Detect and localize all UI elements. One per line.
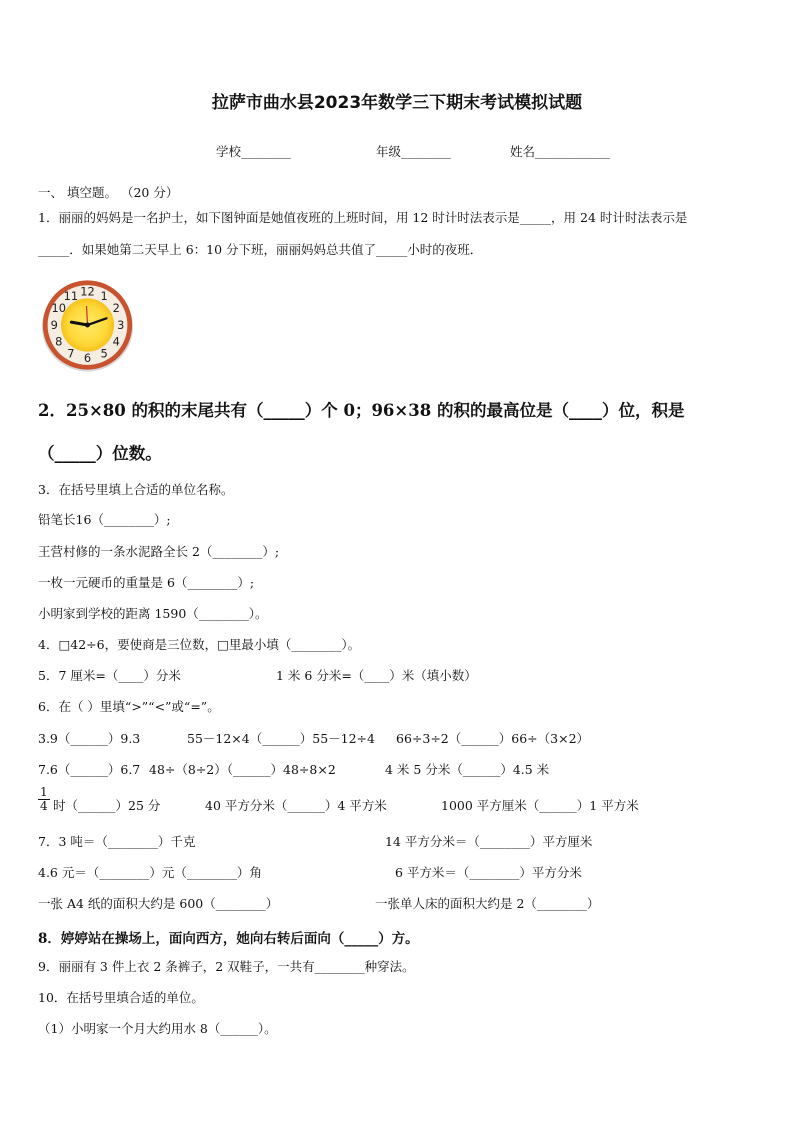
question-3-item: 小明家到学校的距离 1590（________）。 <box>38 606 268 621</box>
question-9: 9．丽丽有 3 件上衣 2 条裤子，2 双鞋子，一共有________种穿法。 <box>38 959 415 974</box>
comparison-item: 1000 平方厘米（______）1 平方米 <box>441 798 639 813</box>
conversion-item: 一张 A4 纸的面积大约是 600（________） <box>38 896 279 911</box>
comparison-item: 7.6（______）6.7 <box>38 762 141 777</box>
clock-numeral: 2 <box>112 301 120 316</box>
clock-numeral: 10 <box>51 301 66 316</box>
clock-numeral: 8 <box>55 334 63 349</box>
question-10-item-1: （1）小明家一个月大约用水 8（______）。 <box>38 1021 277 1036</box>
fraction-denominator: 4 <box>40 799 48 813</box>
conversion-item: 14 平方分米＝（________）平方厘米 <box>385 834 593 849</box>
school-field-label: 学校________ <box>216 144 292 159</box>
question-10-title: 10．在括号里填合适的单位。 <box>38 990 204 1005</box>
question-3-title: 3．在括号里填上合适的单位名称。 <box>38 482 234 497</box>
comparison-item: 48÷（8÷2）（______）48÷8×2 <box>149 762 336 777</box>
grade-field-label: 年级________ <box>376 144 452 159</box>
question-1-line-1: 1．丽丽的妈妈是一名护士，如下图钟面是她值夜班的上班时间，用 12 时计时法表示是_____，用 24 时计时法表示是 <box>38 210 688 225</box>
comparison-item: 66÷3÷2（______）66÷（3×2） <box>396 731 590 746</box>
section-heading: 一、 填空题。 （20 分） <box>38 185 179 200</box>
question-2-line-2: （_____）位数。 <box>38 444 162 463</box>
question-6-title: 6．在（ ）里填“>”“<”或“=”。 <box>38 699 220 714</box>
question-1-line-2: _____．如果她第二天早上 6：10 分下班，丽丽妈妈总共值了_____小时的夜班． <box>38 242 483 257</box>
comparison-item-fraction <box>38 786 50 813</box>
page-title: 拉萨市曲水县2023年数学三下期末考试模拟试题 <box>211 93 583 113</box>
clock-numeral: 1 <box>100 289 108 304</box>
conversion-item: 6 平方米＝（________）平方分米 <box>395 865 582 880</box>
comparison-item: 55－12×4（______）55－12÷4 <box>187 731 375 746</box>
conversion-item: 一张单人床的面积大约是 2（________） <box>375 896 600 911</box>
clock-numeral: 7 <box>67 346 75 361</box>
clock-icon <box>40 276 135 374</box>
fraction-numerator: 1 <box>40 785 48 799</box>
question-3-item: 铅笔长16（________）; <box>38 512 171 527</box>
question-5-part-2: 1 米 6 分米=（____）米（填小数） <box>276 668 477 683</box>
conversion-item: 4.6 元＝（________）元（________）角 <box>38 865 262 880</box>
fraction <box>38 786 50 813</box>
clock-numeral: 4 <box>112 334 120 349</box>
question-8: 8．婷婷站在操场上，面向西方，她向右转后面向（_____）方。 <box>38 931 419 947</box>
question-2-line-1: 2．25×80 的积的末尾共有（_____）个 0；96×38 的积的最高位是（____）位，积是 <box>38 401 685 420</box>
comparison-item: 40 平方分米（______）4 平方米 <box>205 798 387 813</box>
clock-numeral: 9 <box>50 317 58 332</box>
clock-numeral: 11 <box>63 289 79 304</box>
comparison-item: 4 米 5 分米（______）4.5 米 <box>385 762 550 777</box>
conversion-item: 7．3 吨＝（________）千克 <box>38 834 196 849</box>
comparison-item: 3.9（______）9.3 <box>38 731 141 746</box>
question-3-item: 王营村修的一条水泥路全长 2（________）; <box>38 544 280 559</box>
question-3-item: 一枚一元硬币的重量是 6（________）; <box>38 575 255 590</box>
comparison-item: 时（______）25 分 <box>53 798 161 813</box>
question-4: 4．□42÷6，要使商是三位数，□里最小填（________）。 <box>38 637 361 652</box>
clock-numeral: 5 <box>100 346 108 361</box>
name-field-label: 姓名____________ <box>510 144 611 159</box>
clock-numeral: 3 <box>117 317 125 332</box>
clock-numeral: 6 <box>83 351 92 366</box>
question-5-part-1: 5．7 厘米=（____）分米 <box>38 668 181 683</box>
clock-numeral: 12 <box>80 284 95 299</box>
